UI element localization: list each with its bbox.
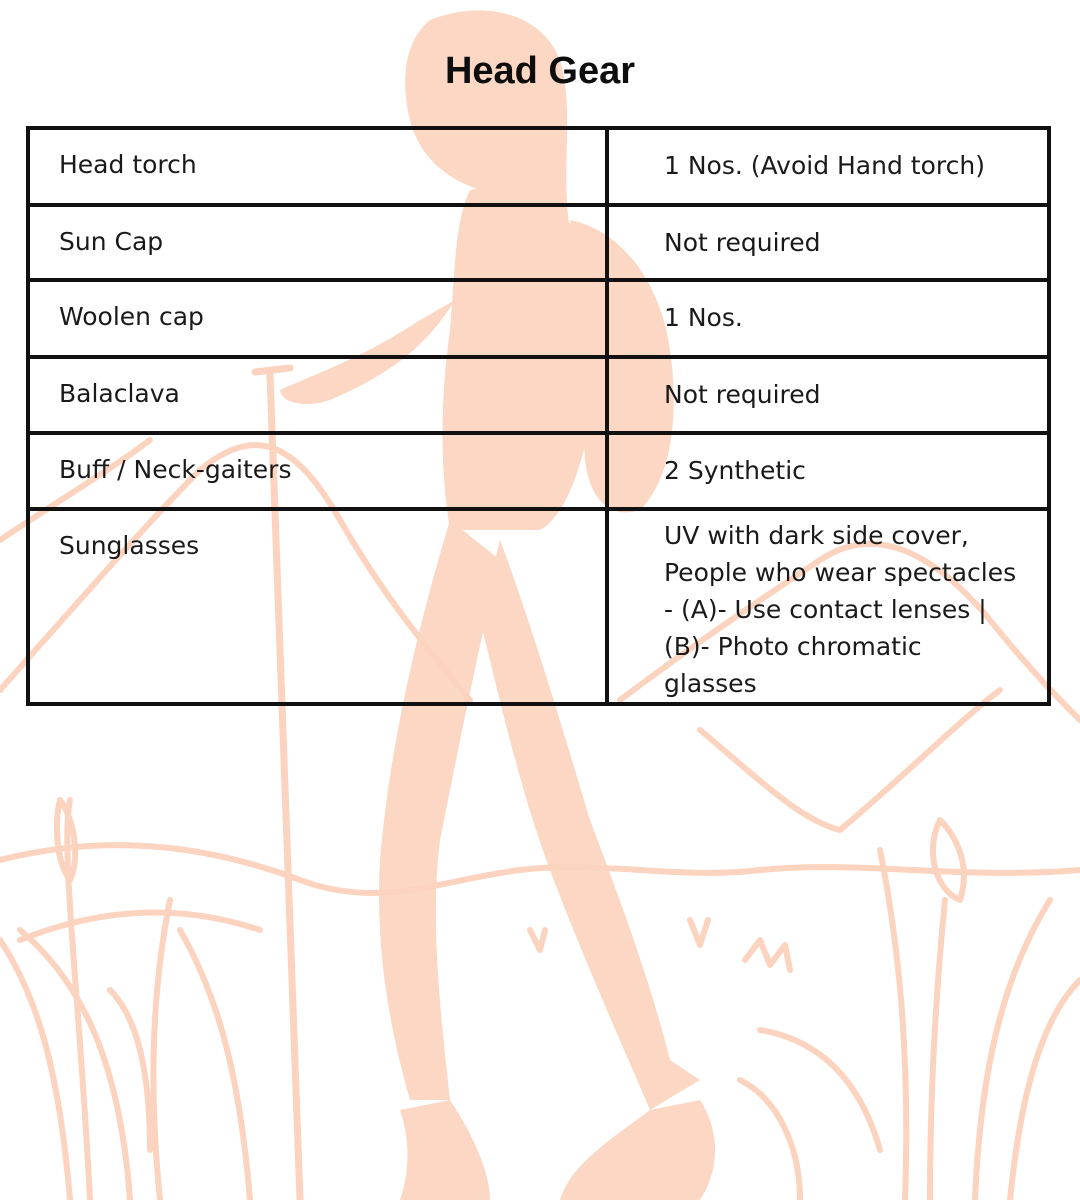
table-row — [28, 509, 1049, 704]
item-name-cell: Woolen cap — [28, 280, 607, 357]
item-value-cell: 1 Nos. (Avoid Hand torch) — [607, 128, 1049, 205]
table-row — [28, 205, 1049, 280]
item-value-cell: Not required — [607, 357, 1049, 433]
item-name-cell: Sunglasses — [28, 509, 607, 704]
item-value-cell: UV with dark side cover, People who wear spectacles - (A)- Use contact lenses | (B)- Photo chromatic glasses — [607, 509, 1049, 704]
table-row — [28, 357, 1049, 433]
item-name-cell: Head torch — [28, 128, 607, 205]
table-row — [28, 280, 1049, 357]
item-value-cell: 2 Synthetic — [607, 433, 1049, 509]
item-value-cell: Not required — [607, 205, 1049, 280]
page-title: Head Gear — [444, 50, 636, 92]
table-row — [28, 128, 1049, 205]
item-name-cell: Buff / Neck-gaiters — [28, 433, 607, 509]
head-gear-table — [26, 126, 1051, 706]
table-row — [28, 433, 1049, 509]
item-name-cell: Balaclava — [28, 357, 607, 433]
item-name-cell: Sun Cap — [28, 205, 607, 280]
item-value-cell: 1 Nos. — [607, 280, 1049, 357]
